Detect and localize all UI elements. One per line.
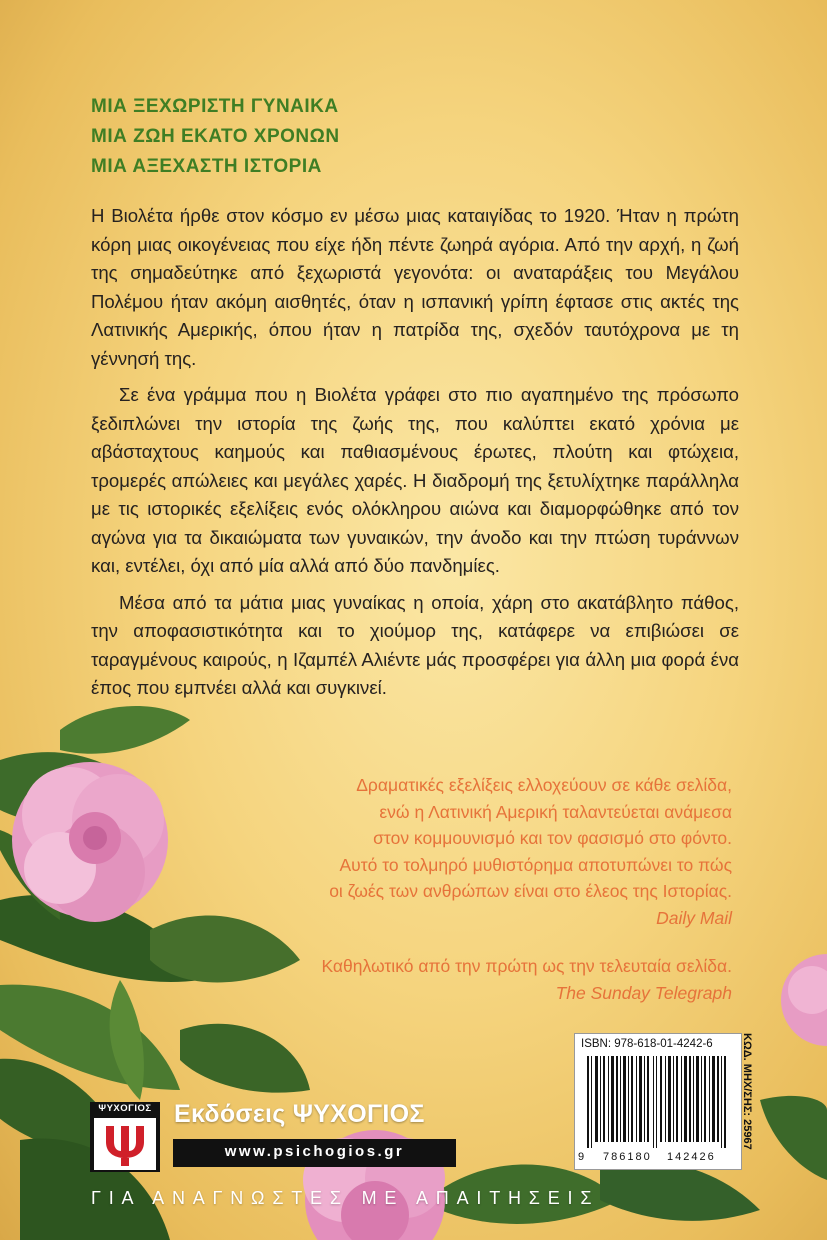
headlines	[91, 92, 340, 182]
tagline: ΓΙΑ ΑΝΑΓΝΩΣΤΕΣ ΜΕ ΑΠΑΙΤΗΣΕΙΣ	[91, 1188, 600, 1208]
barcode-icon	[587, 1056, 737, 1148]
product-code: ΚΩΔ. ΜΗΧ/ΣΗΣ: 25967	[741, 1033, 753, 1150]
isbn-barcode	[574, 1033, 742, 1170]
review-quote-line: Αυτό το τολμηρό μυθιστόρημα αποτυπώνει το πώς	[339, 854, 732, 875]
headline-2: ΜΙΑ ΖΩΗ ΕΚΑΤΟ ΧΡΟΝΩΝ	[91, 126, 340, 147]
isbn-label: ISBN: 978-618-01-4242-6	[581, 1038, 713, 1050]
pink-camellia-right	[781, 954, 827, 1046]
publisher-name: Εκδόσεις ΨΥΧΟΓΙΟΣ	[174, 1100, 425, 1128]
synopsis	[91, 202, 739, 711]
barcode-first-digit: 9	[578, 1151, 585, 1163]
review-quote-line: οι ζωές των ανθρώπων είναι στο έλεος της Ιστορίας.	[329, 881, 732, 901]
headline-3: ΜΙΑ ΑΞΕΧΑΣΤΗ ΙΣΤΟΡΙΑ	[91, 156, 322, 177]
review-source-sunday-telegraph: The Sunday Telegraph	[555, 982, 732, 1003]
review-quotes	[321, 772, 732, 1006]
review-quote-line: Καθηλωτικό από την πρώτη ως την τελευταία σελίδα.	[321, 956, 732, 976]
review-quote-line: ενώ η Λατινική Αμερική ταλαντεύεται ανάμεσα	[379, 801, 732, 822]
logo-wordmark: ΨΥΧΟΓΙΟΣ	[98, 1103, 152, 1114]
website-link[interactable]: www.psichogios.gr	[224, 1143, 405, 1160]
review-quote-line: στον κομμουνισμό και τον φασισμό στο φόντο.	[373, 828, 732, 848]
barcode-digits-group-2: 142426	[667, 1151, 716, 1163]
headline-1: ΜΙΑ ΞΕΧΩΡΙΣΤΗ ΓΥΝΑΙΚΑ	[91, 96, 339, 117]
synopsis-paragraph-3: Μέσα από τα μάτια μιας γυναίκας η οποία, χάρη στο ακατάβλητο πάθος, την αποφασιστικότητα και το χιούμορ της, κατάφερε να επιβιώσει σε ταραγμένους καιρούς, η Ιζαμπέλ Αλιέντε μάς προσφέρει για άλλη μια φορά ένα έπος που εμπνέει αλλά και συγκινεί.	[91, 591, 739, 698]
barcode-digits-group-1: 786180	[603, 1151, 652, 1163]
synopsis-paragraph-2: Σε ένα γράμμα που η Βιολέτα γράφει στο πιο αγαπημένο της πρόσωπο ξεδιπλώνει την ιστορία της ζωής της, που καλύπτει εκατό χρόνια με αβάσταχτους καημούς και παθιασμένους έρωτες, πλούτη και φτώχεια, τρομερές απώλειες και μεγάλες χαρές. Η διαδρομή της ξετυλίχτηκε παράλληλα με τις ιστορικές εξελίξεις ενός ολόκληρου αιώνα και διαμορφώθηκε από τον αγώνα για τα δικαιώματα των γυναικών, την άνοδο και την πτώση τυράννων και, εντέλει, όχι από μία αλλά από δύο πανδημίες.	[91, 384, 739, 576]
review-quote-line: Δραματικές εξελίξεις ελλοχεύουν σε κάθε σελίδα,	[356, 775, 732, 795]
review-source-daily-mail: Daily Mail	[656, 907, 732, 928]
synopsis-paragraph-1: Η Βιολέτα ήρθε στον κόσμο εν μέσω μιας καταιγίδας το 1920. Ήταν η πρώτη κόρη μιας οικογένειας που είχε ήδη πέντε ζωηρά αγόρια. Από την αρχή, η ζωή της σημαδεύτηκε από ξεχωριστά γεγονότα: οι αναταράξεις του Μεγάλου Πολέμου ήταν ακόμη αισθητές, όταν η ισπανική γρίπη έφτασε στις ακτές της Λατινικής Αμερικής, όπου ήταν η πατρίδα της, σχεδόν ταυτόχρονα με τη γέννησή της.	[91, 205, 739, 369]
